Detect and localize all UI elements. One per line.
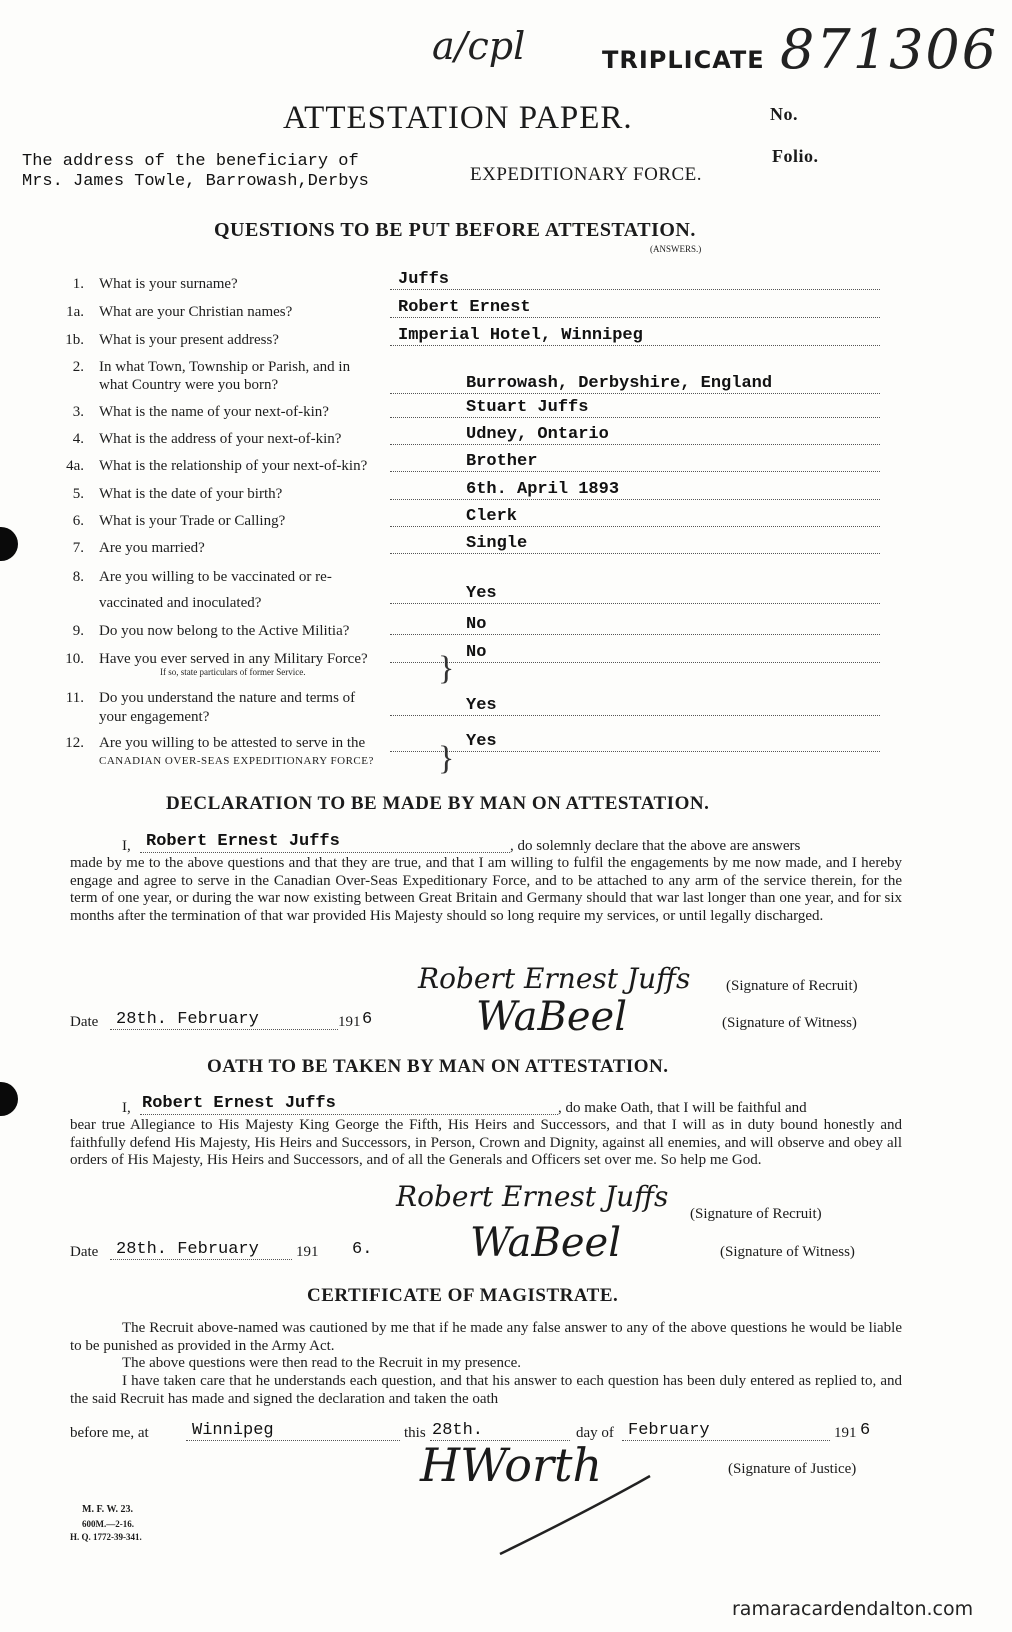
question-text: Are you willing to be attested to serve in the [99,735,366,751]
answer-value: Brother [466,452,538,471]
question-number: 4. [72,431,84,447]
answer-line [390,471,880,472]
question-number: 8. [72,569,84,585]
answer-line [390,603,880,604]
certificate-place-line [186,1440,400,1441]
certificate-place: Winnipeg [192,1421,274,1440]
question-text-continued: what Country were you born? [99,377,279,393]
page-title: ATTESTATION PAPER. [283,100,633,136]
answer-line [390,417,880,418]
oath-year-suffix: 6. [352,1240,373,1259]
oath-date-line [110,1259,292,1260]
answer-line [390,499,880,500]
oath-heading: OATH TO BE TAKEN BY MAN ON ATTESTATION. [207,1056,669,1077]
answer-line [390,526,880,527]
answer-line [390,444,880,445]
answer-line [390,345,880,346]
answers-label: (ANSWERS.) [650,244,702,254]
answer-value: Robert Ernest [398,298,531,317]
beneficiary-line-2: Mrs. James Towle, Barrowash,Derbys [22,172,369,191]
oath-witness-label: (Signature of Witness) [720,1244,855,1260]
oath-recruit-label: (Signature of Recruit) [690,1206,822,1222]
oath-date-label: Date [70,1244,99,1260]
certificate-para-2: The above questions were then read to the Recruit in my presence. [122,1355,522,1371]
declaration-body: made by me to the above questions and that they are true, and that I am willing to fulfil the engagements by me now made, and I hereby engage and agree to serve in the Canadian Over-Seas Expeditionary Force, and to be attached to any arm of the service therein, for the term of one year, or during the war now existing between Great Britain and Germany should that war last longer than one year, and for six months after the termination of that war provided His Majesty should so long require my services, or until legally discharged. [70,855,902,924]
answer-line [390,715,880,716]
question-text: What is the address of your next-of-kin? [99,431,342,447]
question-text: What is the date of your birth? [99,486,283,502]
beneficiary-line-1: The address of the beneficiary of [22,152,359,171]
question-text: What is your present address? [99,332,279,348]
question-number: 11. [65,690,84,706]
answer-value: Yes [466,732,497,751]
answer-value: Yes [466,584,497,603]
question-text: In what Town, Township or Parish, and in [99,359,351,375]
form-line-3: H. Q. 1772-39-341. [70,1532,142,1542]
answer-value: Clerk [466,507,518,526]
question-number: 10. [65,651,84,667]
certificate-day-of-label: day of [576,1425,614,1441]
question-text-continued: your engagement? [99,709,210,725]
declaration-witness-signature: WaBeel [476,994,628,1040]
answer-value: Stuart Juffs [466,398,589,417]
punch-hole [0,527,18,561]
declaration-i-label: I, [122,838,131,854]
answer-line [390,553,880,554]
answer-value: No [466,615,487,634]
justice-label: (Signature of Justice) [728,1461,857,1477]
certificate-year-prefix: 191 [834,1425,857,1441]
answer-value: Juffs [398,270,450,289]
oath-text-after-name: , do make Oath, that I will be faithful and [558,1100,807,1116]
answer-line [390,662,880,663]
answer-value: 6th. April 1893 [466,480,620,499]
questions-heading: QUESTIONS TO BE PUT BEFORE ATTESTATION. [214,219,696,241]
brace-q12: } [438,740,455,777]
oath-witness-signature: WaBeel [470,1220,622,1266]
oath-name-line [140,1114,558,1115]
triplicate-stamp: TRIPLICATE [602,46,765,74]
handwritten-note: a/cpl [432,24,526,68]
question-text: What is your surname? [99,276,238,292]
question-text: Do you now belong to the Active Militia? [99,623,350,639]
answer-value: Imperial Hotel, Winnipeg [398,326,643,345]
form-line-2: 600M.—2-16. [82,1519,134,1529]
answer-value: Burrowash, Derbyshire, England [466,374,773,393]
declaration-date-label: Date [70,1014,99,1030]
declaration-year-prefix: 191 [338,1014,361,1030]
watermark: ramaracardendalton.com [732,1598,974,1620]
question-text: What is your Trade or Calling? [99,513,286,529]
certificate-year-suffix: 6 [860,1421,871,1440]
answer-line [390,393,880,394]
question-number: 3. [72,404,84,420]
certificate-before-me: before me, at [70,1425,149,1441]
declaration-recruit-label: (Signature of Recruit) [726,978,858,994]
question-text: What are your Christian names? [99,304,293,320]
question-number: 1. [72,276,84,292]
answer-value: Single [466,534,528,553]
question-text: What is the relationship of your next-of-kin? [99,458,368,474]
question-number: 1a. [66,304,84,320]
question-number: 12. [65,735,84,751]
answer-line [390,317,880,318]
oath-year-prefix: 191 [296,1244,319,1260]
declaration-name: Robert Ernest Juffs [146,832,340,851]
certificate-this-label: this [404,1425,426,1441]
certificate-month-line [622,1440,830,1441]
answer-line [390,751,880,752]
question-text: Are you married? [99,540,205,556]
answer-value: No [466,643,487,662]
brace-q10: } [438,650,455,687]
question-number: 4a. [66,458,84,474]
answer-line [390,289,880,290]
question-number: 5. [72,486,84,502]
question-text: Have you ever served in any Military Force? [99,651,368,667]
certificate-day-value: 28th. [432,1421,484,1440]
regimental-number: 871306 [780,18,999,81]
question-number: 9. [72,623,84,639]
justice-signature: HWorth [420,1438,603,1492]
certificate-para-3: I have taken care that he understands each question, and that his answer to each question has been duly entered as replied to, and the said Recruit has made and signed the declaration and taken the oath [70,1373,902,1407]
oath-recruit-signature: Robert Ernest Juffs [396,1180,669,1213]
certificate-para-1: The Recruit above-named was cautioned by me that if he made any false answer to any of the above questions he would be liable to be punished as provided in the Army Act. [70,1320,902,1354]
question-number: 7. [72,540,84,556]
question-text: Do you understand the nature and terms of [99,690,356,706]
question-number: 6. [72,513,84,529]
question-number: 1b. [65,332,84,348]
answer-value: Yes [466,696,497,715]
question-text: What is the name of your next-of-kin? [99,404,329,420]
answer-value: Udney, Ontario [466,425,609,444]
folio-label: Folio. [772,146,819,166]
oath-i-label: I, [122,1100,131,1116]
declaration-date-value: 28th. February [116,1010,259,1029]
declaration-year-suffix: 6 [362,1010,373,1029]
certificate-heading: CERTIFICATE OF MAGISTRATE. [307,1285,619,1306]
question-text: Are you willing to be vaccinated or re- [99,569,332,585]
declaration-witness-label: (Signature of Witness) [722,1015,857,1031]
question-text-continued: vaccinated and inoculated? [99,595,262,611]
declaration-heading: DECLARATION TO BE MADE BY MAN ON ATTESTATION. [166,793,710,814]
oath-date-value: 28th. February [116,1240,259,1259]
declaration-date-line [110,1029,338,1030]
declaration-text-after-name: , do solemnly declare that the above are answers [510,838,801,854]
question-text-continued: CANADIAN OVER-SEAS EXPEDITIONARY FORCE? [99,755,374,767]
no-label: No. [770,104,798,124]
question-text-continued: If so, state particulars of former Service. [160,667,306,677]
justice-signature-stroke [480,1470,660,1560]
answer-line [390,634,880,635]
declaration-name-line [140,852,510,853]
oath-body: bear true Allegiance to His Majesty King George the Fifth, His Heirs and Successors, and that I will as in duty bound honestly and faithfully defend His Majesty, His Heirs and Successors, in Person, Crown and Dignity, against all enemies, and will observe and obey all orders of His Majesty, His Heirs and Successors, and of all the Generals and Officers set over me. So help me God. [70,1117,902,1168]
certificate-month-value: February [628,1421,710,1440]
punch-hole [0,1082,18,1116]
form-line-1: M. F. W. 23. [82,1504,134,1515]
question-number: 2. [72,359,84,375]
force-label: EXPEDITIONARY FORCE. [470,164,703,185]
declaration-recruit-signature: Robert Ernest Juffs [418,962,691,995]
oath-name: Robert Ernest Juffs [142,1094,336,1113]
